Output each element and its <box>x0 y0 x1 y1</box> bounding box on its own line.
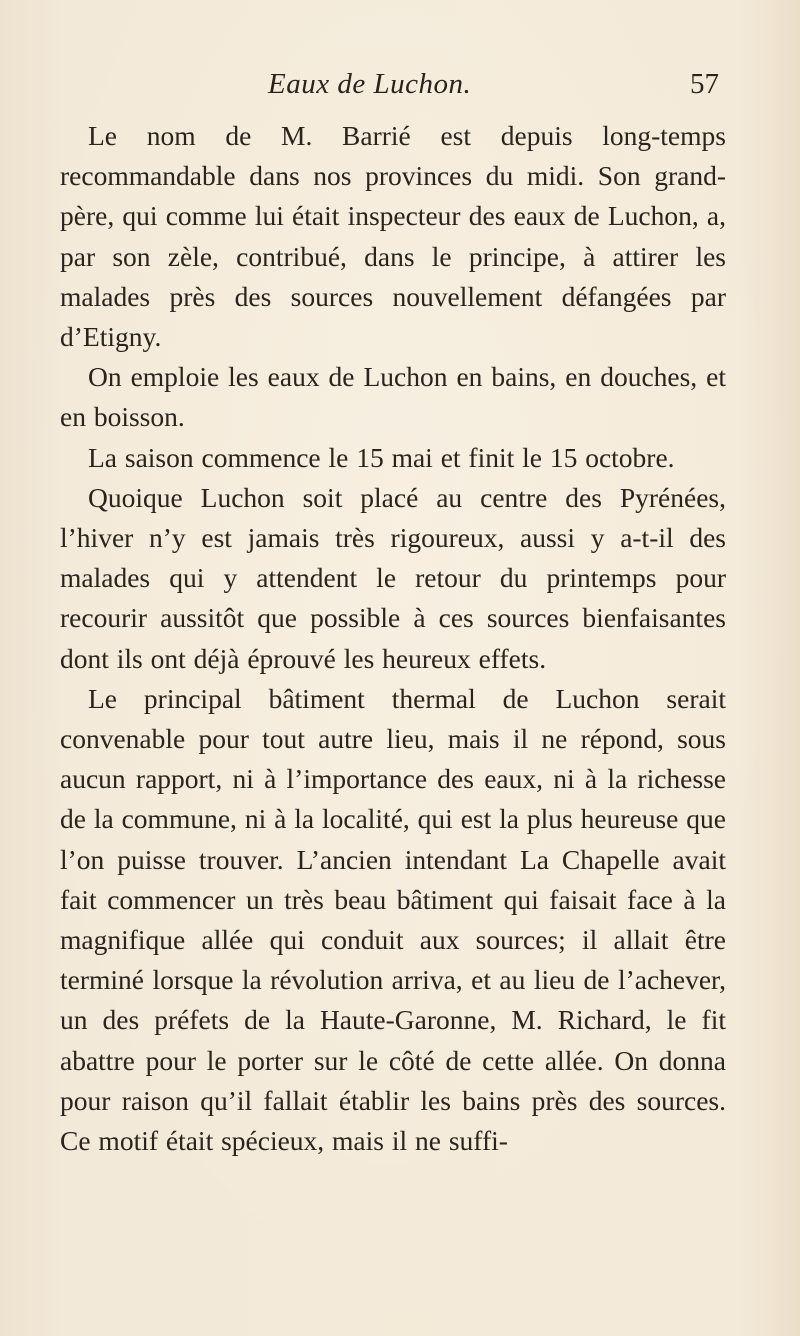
paragraph-climate: Quoique Luchon soit placé au centre des Pyrénées, l’hiver n’y est jamais très rigoureux, aussi y a-t-il des malades qui y attendent le retour du printemps pour recourir aussitôt que possible à ces sources bienfaisantes dont ils ont déjà éprouvé les heureux effets. <box>60 481 726 674</box>
paragraph-season: La saison commence le 15 mai et finit le 15 octobre. <box>88 441 675 473</box>
paragraph-usage: On emploie les eaux de Luchon en bains, en douches, et en boisson. <box>60 361 726 433</box>
running-head: Eaux de Luchon. <box>268 68 472 100</box>
body-text <box>60 116 726 1161</box>
paragraph-building: Le principal bâtiment thermal de Luchon serait convenable pour tout autre lieu, mais il ne répond, sous aucun rapport, ni à l’importance des eaux, ni à la richesse de la commune, ni à la localité, qui est la plus heureuse que l’on puisse trouver. L’ancien intendant La Chapelle avait fait commencer un très beau bâtiment qui faisait face à la magnifique allée qui conduit aux sources; il allait être terminé lorsque la révolution arriva, et au lieu de l’achever, un des préfets de la Haute-Garonne, M. Richard, le fit abattre pour le porter sur le côté de cette allée. On donna pour raison qu’il fallait établir les bains près des sources. Ce motif était spécieux, mais il ne suffi- <box>60 682 726 1157</box>
page-number: 57 <box>690 68 719 100</box>
page-header <box>0 68 800 108</box>
paragraph-barrie: Le nom de M. Barrié est depuis long-temps recommandable dans nos provinces du midi. Son grand-père, qui comme lui était inspecteur des eaux de Luchon, a, par son zèle, contribué, dans le principe, à attirer les malades près des sources nouvellement défangées par d’Etigny. <box>60 120 726 353</box>
